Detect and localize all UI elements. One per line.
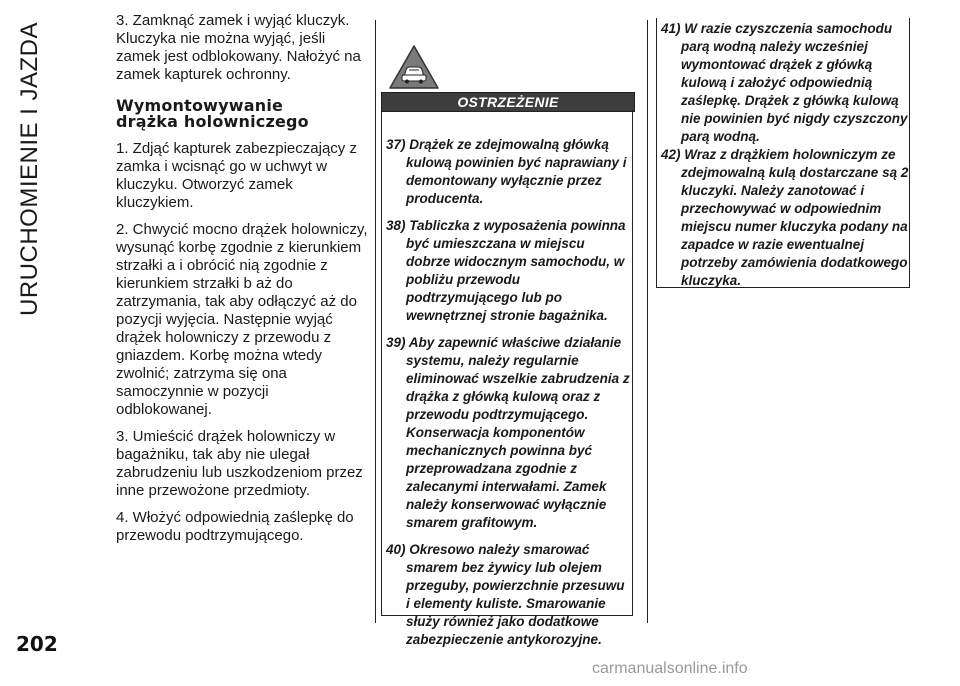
- warning-item: 42) Wraz z drążkiem holowniczym ze zdejmowalną kulą dostarczane są 2 kluczyki. Należy zanotować i przechowywać w odpowiednim miejscu numer kluczyka podany na zapadce w razie ewentualnej potrzeby zamówienia dodatkowego kluczyka.: [661, 147, 909, 288]
- car-warning-icon: [388, 44, 440, 90]
- warning-item: 40) Okresowo należy smarować smarem bez żywicy lub olejem przeguby, powierzchnie przesuwu i elementy kuliste. Smarowanie służy również jako dodatkowe zabezpieczenie antykorozyjne.: [386, 542, 625, 647]
- step-paragraph: 3. Umieścić drążek holowniczy w bagażniku, tak aby nie ulegał zabrudzeniu lub uszkodzeniom przez inne przewożone przedmioty.: [116, 428, 363, 499]
- warning-item: 39) Aby zapewnić właściwe działanie systemu, należy regularnie eliminować wszelkie zabrudzenia z drążka z główką kulową oraz z przewodu podtrzymującego. Konserwacja komponentów mechanicznych powinna być przeprowadzana zgodnie z zalecanymi interwałami. Zamek należy konserwować wyłącznie smarem grafitowym.: [386, 335, 630, 530]
- warning-continuation-list: [661, 20, 911, 290]
- warning-header: OSTRZEŻENIE: [381, 92, 635, 112]
- warning-list: [386, 136, 632, 658]
- section-heading: [116, 98, 368, 130]
- section-side-label: URUCHOMIENIE I JAZDA: [16, 21, 43, 316]
- step-paragraph: 4. Włożyć odpowiednią zaślepkę do przewodu podtrzymującego.: [116, 509, 354, 544]
- column-divider: [375, 20, 376, 623]
- page-number: 202: [16, 632, 58, 656]
- section-heading-line1: Wymontowywanie: [116, 96, 284, 115]
- warning-item: 41) W razie czyszczenia samochodu parą wodną należy wcześniej wymontować drążek z główką kulową i założyć odpowiednią zaślepkę. Drążek z główką kulową nie powinien być nigdy czyszczony parą wodną.: [661, 21, 908, 144]
- step-paragraph: 1. Zdjąć kapturek zabezpieczający z zamka i wcisnąć go w uchwyt w kluczyku. Otworzyć zamek kluczykiem.: [116, 140, 357, 211]
- warning-item: 37) Drążek ze zdejmowalną główką kulową powinien być naprawiany i demontowany wyłącznie przez producenta.: [386, 137, 627, 206]
- column-divider: [647, 20, 648, 623]
- warning-item: 38) Tabliczka z wyposażenia powinna być umieszczana w miejscu dobrze widocznym samochodu, w pobliżu przewodu podtrzymującego lub po wewnętrznej stronie bagażnika.: [386, 218, 626, 323]
- step-paragraph: 2. Chwycić mocno drążek holowniczy, wysunąć korbę zgodnie z kierunkiem strzałki a i obrócić nią zgodnie z kierunkiem strzałki b aż do zatrzymania, tak aby odłączyć aż do pozycji wyjęcia. Następnie wyjąć drążek holowniczy z przewodu z gniazdem. Korbę można wtedy zwolnić; zatrzyma się ona samoczynnie w pozycji odblokowanej.: [116, 221, 368, 418]
- intro-paragraph: 3. Zamknąć zamek i wyjąć kluczyk. Kluczyka nie można wyjąć, jeśli zamek jest odblokowany. Nałożyć na zamek kapturek ochronny.: [116, 12, 361, 83]
- section-heading-line2: drążka holowniczego: [116, 112, 309, 131]
- watermark: carmanualsonline.info: [592, 660, 748, 677]
- column-left: [116, 12, 368, 554]
